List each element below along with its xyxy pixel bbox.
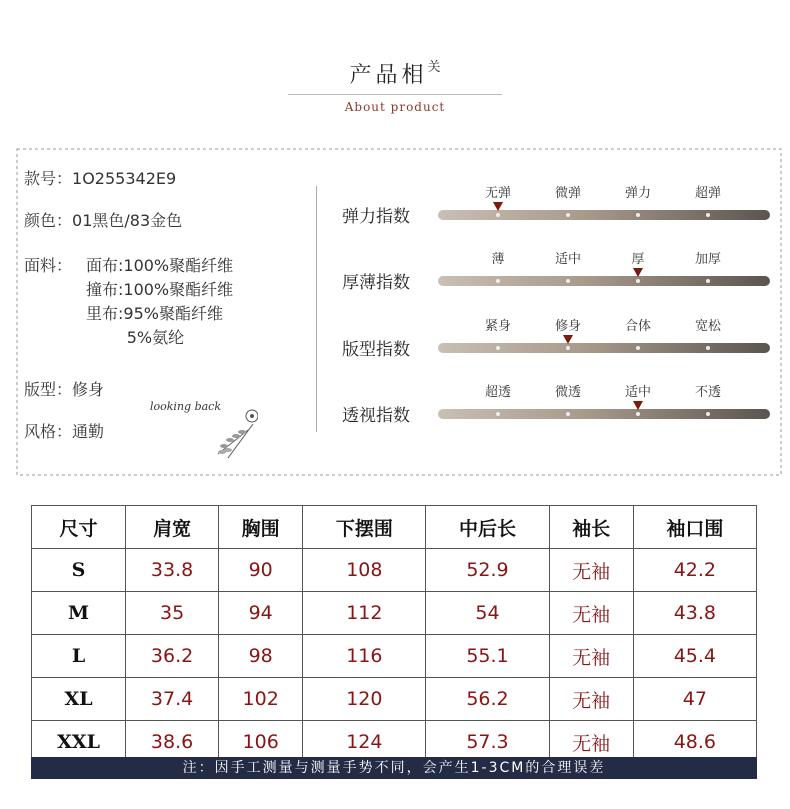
scale-dot [706, 279, 710, 283]
header-cuff: 袖口围 [633, 506, 756, 549]
header-chest: 胸围 [219, 506, 303, 549]
measurement-cell: 120 [303, 678, 426, 721]
table-row [32, 549, 757, 592]
measurement-cell: 42.2 [633, 549, 756, 592]
index-option-label: 弹力 [624, 186, 652, 201]
measurement-cell: 56.2 [426, 678, 549, 721]
code-value: 1O255342E9 [72, 169, 177, 188]
index-scale-bar [438, 276, 770, 286]
scale-dot [566, 213, 570, 217]
measurement-cell: 106 [219, 721, 303, 764]
measurement-cell: 90 [219, 549, 303, 592]
size-table-header [32, 506, 757, 549]
measurement-cell: 57.3 [426, 721, 549, 764]
size-cell: L [32, 635, 126, 678]
index-title: 透视指数 [342, 406, 410, 426]
scale-dot [706, 346, 710, 350]
measurement-cell: 35 [126, 592, 219, 635]
size-table [31, 505, 757, 764]
selected-marker-icon [633, 401, 643, 410]
selected-marker-icon [563, 335, 573, 344]
index-option-label: 厚 [631, 252, 645, 267]
section-title [0, 58, 790, 89]
scale-dot [496, 412, 500, 416]
size-cell: XXL [32, 721, 126, 764]
scale-dot [636, 279, 640, 283]
measurement-cell: 43.8 [633, 592, 756, 635]
fabric-line-4: 5%氨纶 [86, 328, 185, 347]
index-option-label: 超透 [484, 385, 512, 400]
index-option-label: 薄 [491, 252, 505, 267]
index-option-label: 合体 [624, 319, 652, 334]
table-row [32, 678, 757, 721]
measurement-cell: 98 [219, 635, 303, 678]
index-title: 弹力指数 [342, 207, 410, 227]
color-value: 01黑色/83金色 [72, 211, 183, 230]
measurement-cell: 116 [303, 635, 426, 678]
fabric-line-2: 撞布:100%聚酯纤维 [86, 280, 234, 299]
index-scale-bar [438, 343, 770, 353]
measurement-cell: 112 [303, 592, 426, 635]
scale-dot [636, 213, 640, 217]
measurement-cell: 38.6 [126, 721, 219, 764]
fabric-line-1: 面布:100%聚酯纤维 [86, 256, 234, 275]
index-option-label: 无弹 [484, 186, 512, 201]
table-row [32, 635, 757, 678]
looking-back-illustration [148, 396, 258, 460]
scale-dot [496, 346, 500, 350]
index-option-label: 加厚 [694, 252, 722, 267]
index-option-label: 不透 [694, 385, 722, 400]
fabric-line-3: 里布:95%聚酯纤维 [86, 304, 223, 323]
measurement-cell: 55.1 [426, 635, 549, 678]
info-code: 款号：1O255342E9 [24, 169, 177, 188]
section-subtitle: About product [344, 100, 446, 114]
info-style: 风格：通勤 [24, 422, 105, 441]
scale-dot [636, 346, 640, 350]
measurement-cell: 33.8 [126, 549, 219, 592]
scale-dot [496, 213, 500, 217]
header-back-length: 中后长 [426, 506, 549, 549]
measurement-cell: 94 [219, 592, 303, 635]
index-option-label: 宽松 [694, 319, 722, 334]
index-title: 厚薄指数 [342, 273, 410, 293]
index-option-label: 适中 [554, 252, 582, 267]
measurement-cell: 54 [426, 592, 549, 635]
title-divider [288, 94, 502, 95]
size-cell: S [32, 549, 126, 592]
index-scale-bar [438, 210, 770, 220]
info-color: 颜色：01黑色/83金色 [24, 211, 183, 230]
index-option-label: 适中 [624, 385, 652, 400]
scale-dot [566, 346, 570, 350]
measurement-cell: 无袖 [549, 549, 633, 592]
title-small: 关 [427, 60, 441, 75]
measurement-cell: 52.9 [426, 549, 549, 592]
index-option-label: 紧身 [484, 319, 512, 334]
size-cell: M [32, 592, 126, 635]
measurement-cell: 无袖 [549, 592, 633, 635]
measurement-cell: 48.6 [633, 721, 756, 764]
scale-dot [496, 279, 500, 283]
scale-dot [706, 412, 710, 416]
scale-dot [566, 412, 570, 416]
header-hem: 下摆围 [303, 506, 426, 549]
index-option-label: 微弹 [554, 186, 582, 201]
selected-marker-icon [633, 268, 643, 277]
table-row [32, 592, 757, 635]
fit-value: 修身 [72, 380, 105, 399]
measurement-cell: 45.4 [633, 635, 756, 678]
measurement-cell: 无袖 [549, 721, 633, 764]
index-option-label: 微透 [554, 385, 582, 400]
measurement-cell: 无袖 [549, 635, 633, 678]
title-main: 产品相 [349, 63, 428, 88]
measurement-cell: 124 [303, 721, 426, 764]
header-shoulder: 肩宽 [126, 506, 219, 549]
measurement-cell: 36.2 [126, 635, 219, 678]
measurement-cell: 37.4 [126, 678, 219, 721]
style-value: 通勤 [72, 422, 105, 441]
measurement-cell: 47 [633, 678, 756, 721]
scale-dot [636, 412, 640, 416]
measurement-cell: 108 [303, 549, 426, 592]
size-cell: XL [32, 678, 126, 721]
scale-dot [706, 213, 710, 217]
index-scale-bar [438, 409, 770, 419]
measurement-note: 注：因手工测量与测量手势不同，会产生1-3CM的合理误差 [31, 757, 757, 779]
header-sleeve-length: 袖长 [549, 506, 633, 549]
info-fabric-label: 面料： [24, 256, 73, 275]
selected-marker-icon [493, 202, 503, 211]
index-option-label: 修身 [554, 319, 582, 334]
header-size: 尺寸 [32, 506, 126, 549]
index-title: 版型指数 [342, 340, 410, 360]
deco-text: looking back [150, 400, 221, 413]
index-option-label: 超弹 [694, 186, 722, 201]
scale-dot [566, 279, 570, 283]
info-fit: 版型：修身 [24, 380, 105, 399]
measurement-cell: 无袖 [549, 678, 633, 721]
panel-divider [316, 186, 317, 432]
measurement-cell: 102 [219, 678, 303, 721]
